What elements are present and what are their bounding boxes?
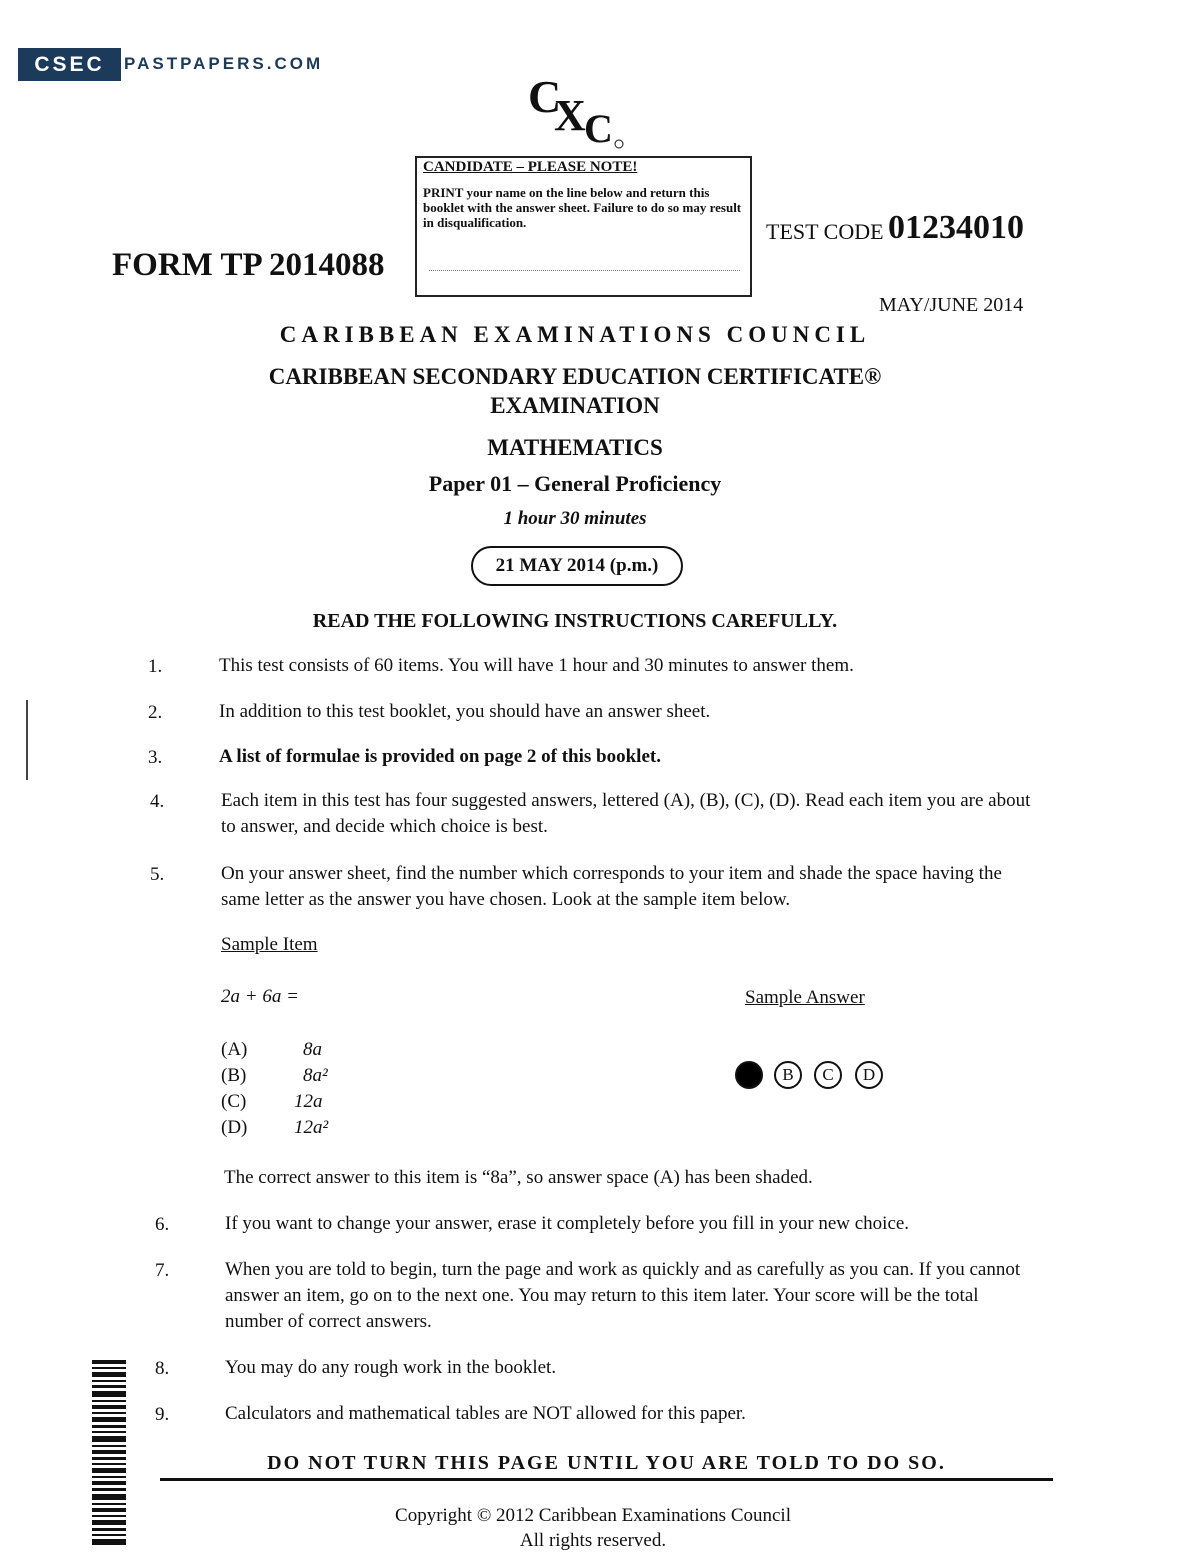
item-number: 7. (155, 1260, 170, 1281)
copyright-line: Copyright © 2012 Caribbean Examinations Council (395, 1505, 791, 1526)
instructions-heading: READ THE FOLLOWING INSTRUCTIONS CAREFULLY. (312, 610, 838, 632)
margin-mark (26, 700, 29, 780)
site-logo-text: PASTPAPERS.COM (124, 54, 324, 73)
form-number: FORM TP 2014088 (112, 247, 385, 283)
option-value: 12a (294, 1091, 323, 1112)
instruction-text: Each item in this test has four suggested answers, lettered (A), (B), (C), (D). Read each item you are about to answer, and decide which choice is best. (221, 790, 1031, 837)
certificate-title-line1: CARIBBEAN SECONDARY EDUCATION CERTIFICATE® (268, 364, 882, 389)
option-label: (C) (221, 1091, 247, 1112)
option-value: 8a (303, 1039, 322, 1060)
item-number: 5. (150, 864, 165, 885)
council-name: CARIBBEAN EXAMINATIONS COUNCIL (279, 322, 871, 347)
sample-item-heading: Sample Item (221, 934, 318, 955)
footer-divider (160, 1478, 1053, 1481)
svg-text:C: C (584, 106, 613, 151)
item-number: 6. (155, 1214, 170, 1235)
certificate-title-line2: EXAMINATION (490, 393, 660, 418)
option-label: (A) (221, 1039, 248, 1060)
instruction-text: When you are told to begin, turn the page and work as quickly and as carefully as you can. If you cannot answer an item, go on to the next one. You may return to this item later. Your score will be the total number of correct answers. (225, 1259, 1021, 1332)
svg-text:C: C (528, 72, 562, 122)
exam-duration: 1 hour 30 minutes (503, 508, 647, 529)
option-value: 12a² (294, 1117, 329, 1138)
item-number: 8. (155, 1358, 170, 1379)
site-logo-badge: CSEC (18, 48, 121, 81)
answer-bubble-a[interactable] (735, 1061, 763, 1089)
notice-body: PRINT your name on the line below and return this booklet with the answer sheet. Failure to do so may result in disqualification. (423, 185, 742, 230)
sample-question: 2a + 6a = (221, 986, 299, 1007)
instruction-text: A list of formulae is provided on page 2 of this booklet. (219, 746, 661, 767)
answer-bubble-c[interactable]: C (814, 1061, 842, 1089)
rights-line: All rights reserved. (519, 1530, 667, 1551)
notice-title: CANDIDATE – PLEASE NOTE! (423, 159, 638, 175)
item-number: 3. (148, 747, 163, 768)
exam-date-badge: 21 MAY 2014 (p.m.) (471, 546, 683, 586)
instruction-text: You may do any rough work in the booklet. (225, 1357, 557, 1378)
instruction-text: This test consists of 60 items. You will have 1 hour and 30 minutes to answer them. (219, 655, 854, 676)
instruction-text: In addition to this test booklet, you should have an answer sheet. (219, 701, 711, 722)
option-value: 8a² (303, 1065, 328, 1086)
instruction-text: If you want to change your answer, erase it completely before you fill in your new choice. (225, 1213, 910, 1234)
paper-title: Paper 01 – General Proficiency (428, 471, 722, 496)
answer-bubble-d[interactable]: D (855, 1061, 883, 1089)
sample-explanation: The correct answer to this item is “8a”, so answer space (A) has been shaded. (224, 1167, 813, 1188)
candidate-name-line[interactable] (429, 270, 740, 271)
test-code-label: TEST CODE (766, 219, 884, 244)
copyright (0, 1503, 1186, 1553)
item-number: 4. (150, 791, 165, 812)
item-number: 2. (148, 702, 163, 723)
sample-answer-heading: Sample Answer (745, 987, 865, 1008)
option-label: (B) (221, 1065, 247, 1086)
instruction-text: On your answer sheet, find the number which corresponds to your item and shade the space having the same letter as the answer you have chosen. Look at the sample item below. (221, 863, 1002, 910)
answer-bubble-b[interactable]: B (774, 1061, 802, 1089)
candidate-notice-box (415, 156, 752, 297)
svg-text:X: X (554, 91, 586, 140)
test-code: 01234010 (888, 209, 1024, 246)
instruction-text: Calculators and mathematical tables are NOT allowed for this paper. (225, 1403, 746, 1424)
barcode-icon (92, 1360, 126, 1550)
option-label: (D) (221, 1117, 248, 1138)
do-not-turn-warning: DO NOT TURN THIS PAGE UNTIL YOU ARE TOLD TO DO SO. (267, 1452, 946, 1474)
cxc-logo-icon (524, 72, 634, 152)
subject-title: MATHEMATICS (487, 435, 663, 460)
certificate-title (0, 362, 1150, 420)
item-number: 1. (148, 656, 163, 677)
item-number: 9. (155, 1404, 170, 1425)
exam-session: MAY/JUNE 2014 (879, 294, 1024, 316)
